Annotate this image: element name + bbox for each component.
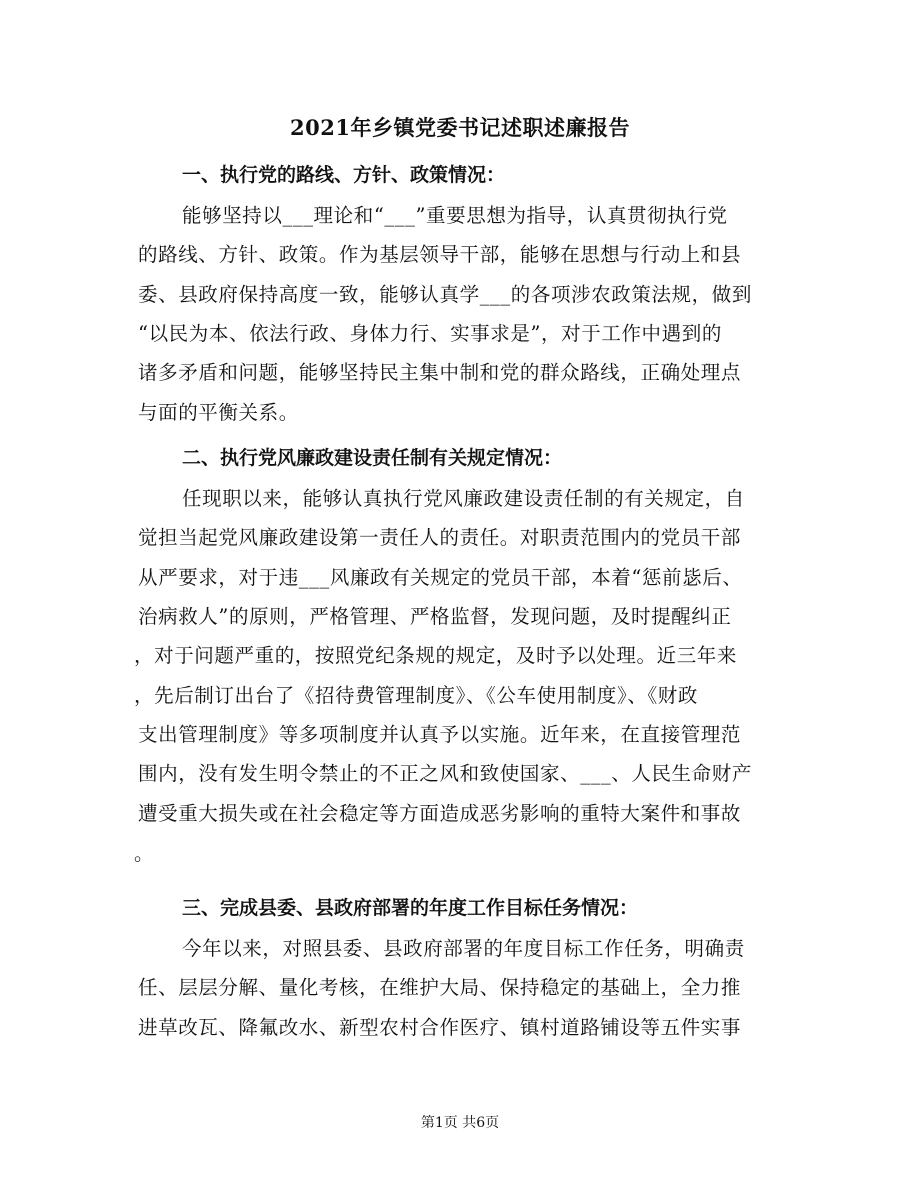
paragraph-line: 觉担当起党风廉政建设第一责任人的责任。对职责范围内的党员干部 xyxy=(138,526,742,549)
paragraph-line: 。 xyxy=(134,842,155,865)
paragraph-line: ，先后制订出台了《招待费管理制度》、《公车使用制度》、《财政 xyxy=(134,684,699,707)
paragraph-line: 任、层层分解、量化考核，在维护大局、保持稳定的基础上，全力推 xyxy=(138,976,742,999)
paragraph-line: ，对于问题严重的，按照党纪条规的规定，及时予以处理。近三年来 xyxy=(134,644,738,667)
document-title: 2021年乡镇党委书记述职述廉报告 xyxy=(290,115,630,140)
paragraph-line: 诸多矛盾和问题，能够坚持民主集中制和党的群众路线，正确处理点 xyxy=(138,361,742,384)
paragraph-line: 进草改瓦、降氟改水、新型农村合作医疗、镇村道路铺设等五件实事 xyxy=(138,1016,742,1039)
paragraph-line: 围内，没有发生明令禁止的不正之风和致使国家、___、人民生命财产 xyxy=(138,762,752,785)
paragraph-line: 今年以来，对照县委、县政府部署的年度目标工作任务，明确责 xyxy=(182,937,745,960)
paragraph-line: 从严要求，对于违___风廉政有关规定的党员干部，本着“惩前毖后、 xyxy=(138,566,743,589)
section-3-heading: 三、完成县委、县政府部署的年度工作目标任务情况： xyxy=(182,897,639,919)
page-footer: 第1页 共6页 xyxy=(420,1115,500,1131)
paragraph-line: 与面的平衡关系。 xyxy=(138,401,299,424)
paragraph-line: 支出管理制度》等多项制度并认真予以实施。近年来，在直接管理范 xyxy=(138,723,742,746)
section-2-heading: 二、执行党风廉政建设责任制有关规定情况： xyxy=(182,447,563,469)
paragraph-line: 任现职以来，能够认真执行党风廉政建设责任制的有关规定，自 xyxy=(182,487,745,510)
paragraph-line: 的路线、方针、政策。作为基层领导干部，能够在思想与行动上和县 xyxy=(138,243,742,266)
paragraph-line: 遭受重大损失或在社会稳定等方面造成恶劣影响的重特大案件和事故 xyxy=(138,802,742,825)
paragraph-line: 委、县政府保持高度一致，能够认真学___的各项涉农政策法规，做到 xyxy=(138,283,752,306)
paragraph-line: 能够坚持以___理论和“___”重要思想为指导，认真贯彻执行党 xyxy=(182,204,728,227)
paragraph-line: 治病救人”的原则，严格管理、严格监督，发现问题，及时提醒纠正 xyxy=(138,605,732,628)
paragraph-line: “以民为本、依法行政、身体力行、实事求是”，对于工作中遇到的 xyxy=(138,322,722,345)
section-1-heading: 一、执行党的路线、方针、政策情况： xyxy=(182,164,506,186)
